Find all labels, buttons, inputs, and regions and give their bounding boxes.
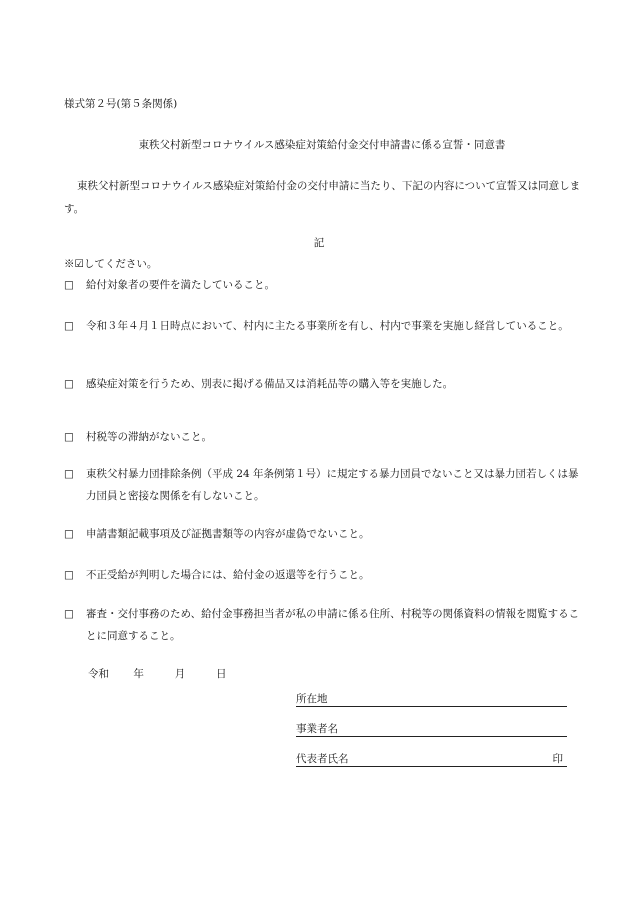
declaration-item-2	[64, 320, 584, 337]
declaration-text: 給付対象者の要件を満たしていること。	[86, 279, 275, 291]
declaration-item-8	[64, 608, 584, 647]
seal-label: 印	[552, 752, 563, 765]
declaration-text: 不正受給が判明した場合には、給付金の返還等を行うこと。	[86, 569, 370, 581]
address-label: 所在地	[296, 692, 328, 705]
declaration-text: 審査・交付事務のため、給付金事務担当者が私の申請に係る住所、村税等の関係資料の情報を閲覧することに同意すること。	[86, 608, 580, 642]
declaration-item-1	[64, 279, 584, 296]
checkbox-icon[interactable]: □	[64, 431, 74, 443]
business-name-field[interactable]	[296, 722, 567, 737]
declaration-text: 感染症対策を行うため、別表に掲げる備品又は消耗品等の購入等を実施した。	[86, 378, 454, 390]
document-title: 東秩父村新型コロナウイルス感染症対策給付金交付申請書に係る宣誓・同意書	[138, 139, 506, 151]
date-month: 月	[174, 668, 186, 680]
declaration-text: 村税等の滞納がないこと。	[86, 431, 212, 443]
checkbox-icon[interactable]: □	[64, 279, 74, 291]
form-number: 様式第２号(第５条関係)	[64, 98, 178, 110]
checkbox-icon[interactable]: □	[64, 468, 74, 480]
declaration-item-4	[64, 431, 584, 448]
declaration-text: 東秩父村暴力団排除条例（平成 24 年条例第１号）に規定する暴力団員でないこと又は暴力団若しくは暴力団員と密接な関係を有しないこと。	[86, 468, 579, 502]
declaration-text: 令和３年４月１日時点において、村内に主たる事業所を有し、村内で事業を実施し経営していること。	[86, 320, 569, 332]
ki-heading: 記	[313, 237, 325, 249]
checkbox-icon[interactable]: □	[64, 569, 74, 581]
date-line	[88, 668, 227, 681]
declaration-item-7	[64, 569, 584, 586]
checkbox-icon[interactable]: □	[64, 608, 74, 620]
intro-paragraph: 東秩父村新型コロナウイルス感染症対策給付金の交付申請に当たり、下記の内容について宣誓又は同意します。	[64, 180, 581, 215]
declaration-item-6	[64, 528, 584, 545]
business-name-label: 事業者名	[296, 722, 338, 735]
address-field[interactable]	[296, 692, 567, 707]
representative-name-field[interactable]	[296, 752, 567, 767]
checkbox-icon[interactable]: □	[64, 320, 74, 332]
declaration-text: 申請書類記載事項及び証拠書類等の内容が虚偽でないこと。	[86, 528, 370, 540]
date-day: 日	[216, 668, 227, 680]
declaration-item-5	[64, 468, 584, 507]
declaration-item-3	[64, 378, 584, 395]
date-year: 年	[133, 668, 144, 680]
checkbox-icon[interactable]: □	[64, 378, 74, 390]
representative-name-label: 代表者氏名	[296, 752, 349, 765]
check-instruction: ※☑してください。	[64, 258, 158, 270]
checkbox-icon[interactable]: □	[64, 528, 74, 540]
date-era: 令和	[88, 668, 109, 680]
